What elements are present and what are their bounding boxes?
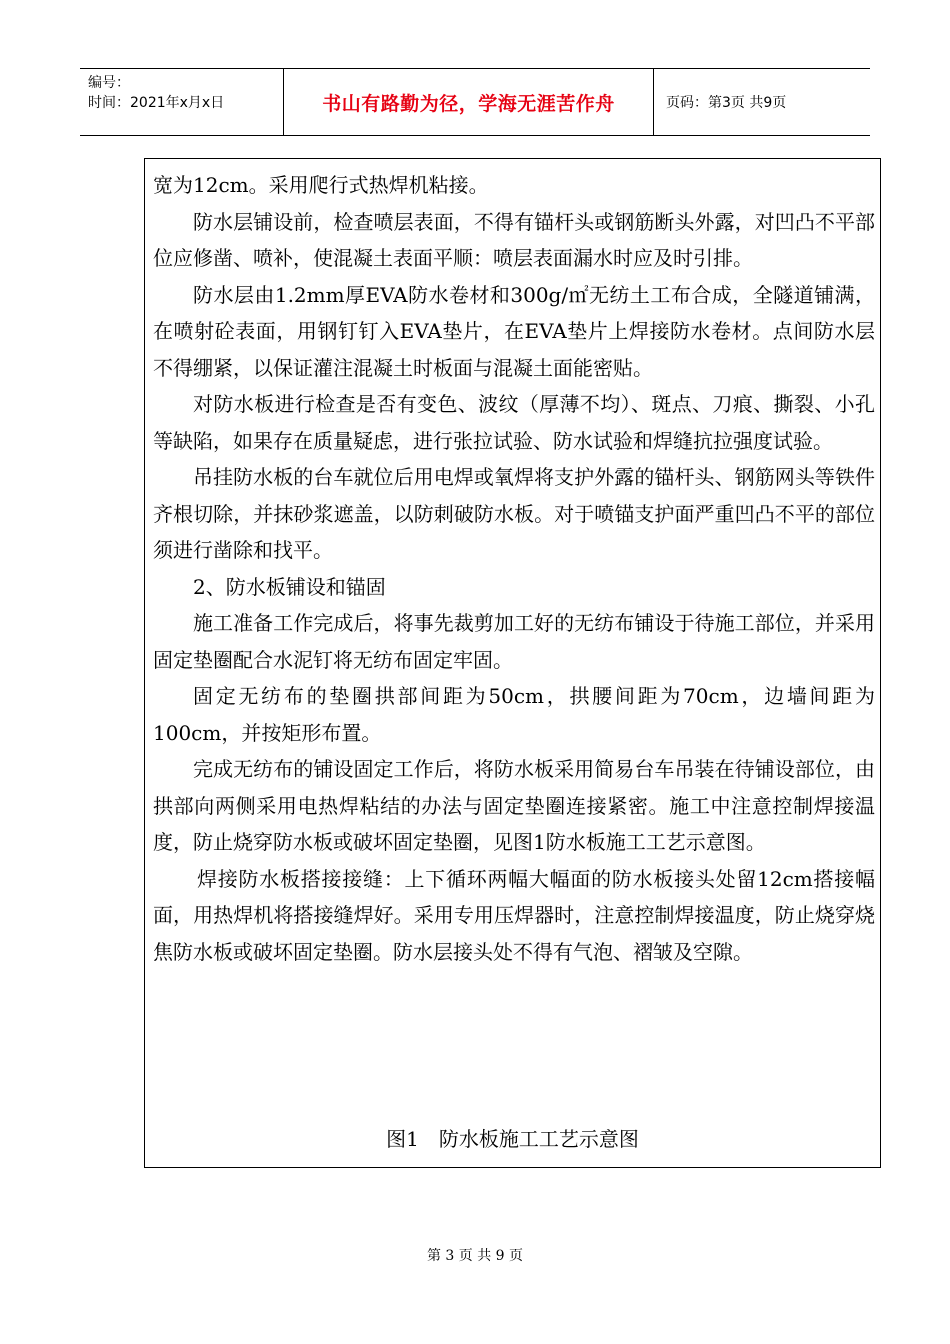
body-text [153, 167, 875, 970]
page-header [80, 68, 870, 136]
paragraph: 吊挂防水板的台车就位后用电焊或氧焊将支护外露的锚杆头、钢筋网头等铁件齐根切除，并抹砂浆遮盖，以防刺破防水板。对于喷锚支护面严重凹凸不平的部位须进行凿除和找平。 [153, 465, 875, 562]
paragraph: 焊接防水板搭接接缝：上下循环两幅大幅面的防水板接头处留12cm搭接幅面，用热焊机将搭接缝焊好。采用专用压焊器时，注意控制焊接温度，防止烧穿烧焦防水板或破坏固定垫圈。防水层接头处不得有气泡、褶皱及空隙。 [153, 866, 875, 964]
paragraph: 施工准备工作完成后，将事先裁剪加工好的无纺布铺设于待施工部位，并采用固定垫圈配合水泥钉将无纺布固定牢固。 [153, 611, 875, 672]
figure-caption: 图1 防水板施工工艺示意图 [386, 1127, 639, 1151]
section-heading: 2、防水板铺设和锚固 [193, 574, 386, 599]
header-motto: 书山有路勤为径，学海无涯苦作舟 [322, 92, 615, 115]
paragraph: 防水层铺设前，检查喷层表面，不得有锚杆头或钢筋断头外露，对凹凸不平部位应修凿、喷补，使混凝土表面平顺：喷层表面漏水时应及时引排。 [153, 209, 875, 270]
header-motto-cell [284, 69, 654, 135]
content-box [144, 158, 881, 1168]
document-number-label: 编号： [88, 75, 130, 91]
document-date: 时间：2021年x月x日 [88, 95, 225, 111]
header-page-number: 页码：第3页 共9页 [666, 95, 787, 111]
header-meta [80, 69, 284, 135]
header-page-cell [654, 69, 870, 135]
page-footer: 第 3 页 共 9 页 [426, 1248, 524, 1264]
paragraph: 完成无纺布的铺设固定工作后，将防水板采用简易台车吊装在待铺设部位，由拱部向两侧采用电热焊粘结的办法与固定垫圈连接紧密。施工中注意控制焊接温度，防止烧穿防水板或破坏固定垫圈，见图1防水板施工工艺示意图。 [153, 757, 875, 854]
paragraph: 固定无纺布的垫圈拱部间距为50cm，拱腰间距为70cm，边墙间距为100cm，并按矩形布置。 [153, 684, 875, 745]
paragraph: 对防水板进行检查是否有变色、波纹（厚薄不均）、斑点、刀痕、撕裂、小孔等缺陷，如果存在质量疑虑，进行张拉试验、防水试验和焊缝抗拉强度试验。 [153, 392, 875, 453]
paragraph: 宽为12cm。采用爬行式热焊机粘接。 [153, 173, 489, 197]
paragraph: 防水层由1.2mm厚EVA防水卷材和300g/㎡无纺土工布合成，全隧道铺满，在喷射砼表面，用钢钉钉入EVA垫片，在EVA垫片上焊接防水卷材。点间防水层不得绷紧，以保证灌注混凝土时板面与混凝土面能密贴。 [153, 282, 875, 380]
